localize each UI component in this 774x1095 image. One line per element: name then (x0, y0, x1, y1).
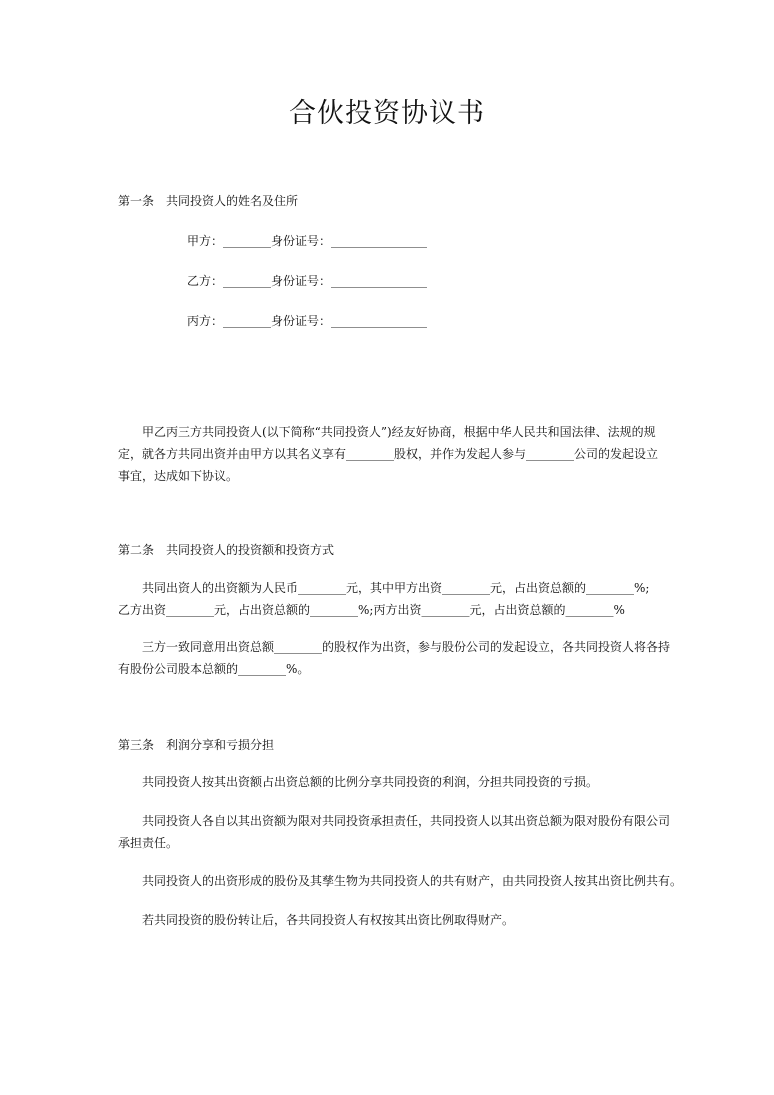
article-2-heading: 第二条 共同投资人的投资额和投资方式 (118, 543, 335, 557)
article-2-paragraph-2 (118, 636, 671, 680)
paragraph-line: 共同投资人的出资形成的股份及其孳生物为共同投资人的共有财产，由共同投资人按其出资比例共有。 (142, 874, 683, 888)
article-3-heading: 第三条 利润分享和亏损分担 (118, 738, 275, 752)
paragraph-line: 甲乙丙三方共同投资人(以下简称“共同投资人”)经友好协商，根据中华人民共和国法律、法规的规 (142, 425, 656, 439)
paragraph-line: 共同出资人的出资额为人民币________元，其中甲方出资________元，占出资总额的________%; (142, 581, 650, 595)
party-a-line: 甲方：________身份证号：________________ (187, 234, 428, 248)
article-1-intro-paragraph (118, 421, 658, 487)
article-3-paragraph-2 (118, 810, 671, 854)
article-3-paragraph-1 (118, 771, 658, 793)
article-1-heading: 第一条 共同投资人的姓名及住所 (118, 194, 299, 208)
paragraph-line: 有股份公司股本总额的________%。 (118, 662, 310, 676)
paragraph-line: 事宜，达成如下协议。 (118, 469, 239, 483)
article-3-paragraph-3 (118, 870, 683, 892)
paragraph-line: 共同投资人各自以其出资额为限对共同投资承担责任，共同投资人以其出资总额为限对股份有限公司 (142, 814, 671, 828)
party-b-line: 乙方：________身份证号：________________ (187, 274, 428, 288)
paragraph-line: 三方一致同意用出资总额________的股权作为出资，参与股份公司的发起设立，各共同投资人将各持 (142, 640, 671, 654)
paragraph-line: 若共同投资的股份转让后，各共同投资人有权按其出资比例取得财产。 (142, 913, 515, 927)
paragraph-line: 定，就各方共同出资并由甲方以其名义享有________股权，并作为发起人参与________公司的发起设立 (118, 447, 659, 461)
party-c-line: 丙方：________身份证号：________________ (187, 314, 428, 328)
document-title: 合伙投资协议书 (289, 98, 485, 129)
article-3-paragraph-4 (118, 909, 658, 931)
paragraph-line: 承担责任。 (118, 836, 179, 850)
article-2-paragraph-1 (118, 577, 658, 621)
paragraph-line: 共同投资人按其出资额占出资总额的比例分享共同投资的利润，分担共同投资的亏损。 (142, 775, 599, 789)
paragraph-line: 乙方出资________元，占出资总额的________%;丙方出资________元，占出资总额的________% (118, 603, 625, 617)
